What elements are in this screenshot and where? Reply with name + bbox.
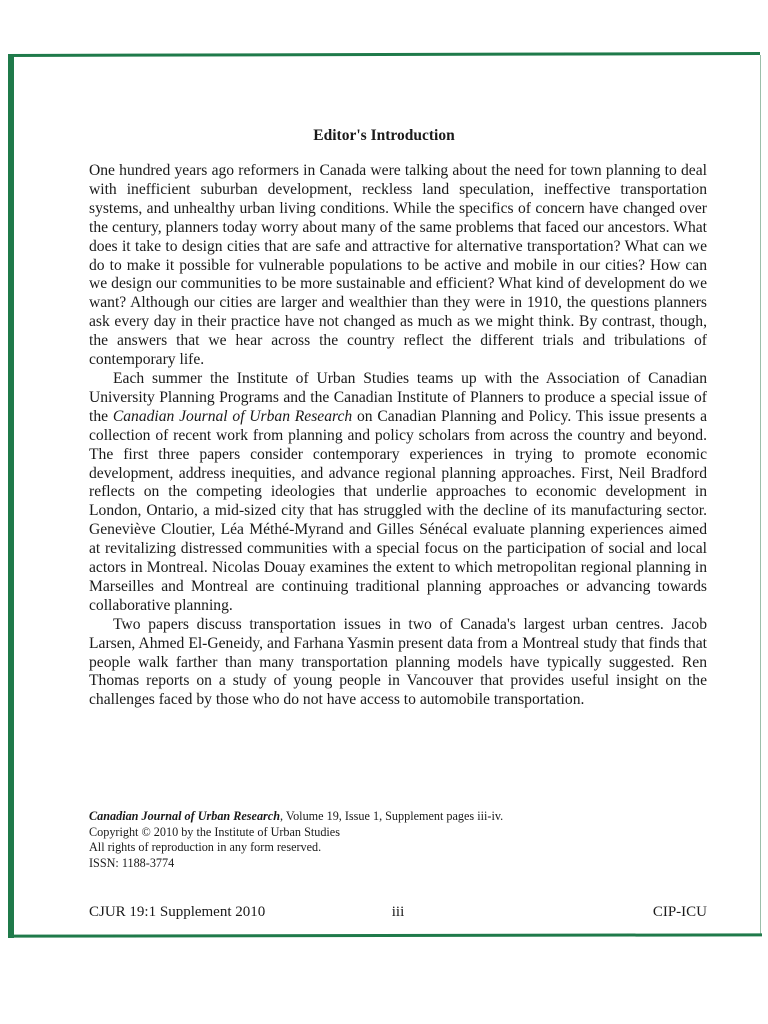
citation-footnote (89, 809, 707, 871)
issn-line: ISSN: 1188-3774 (89, 855, 175, 870)
footnote-citation: , Volume 19, Issue 1, Supplement pages iii-iv. (279, 809, 504, 823)
scan-edge-bottom (8, 933, 762, 937)
rights-line: All rights of reproduction in any form reserved. (89, 840, 322, 854)
copyright-line: Copyright © 2010 by the Institute of Urban Studies (89, 824, 340, 839)
paragraph-2-before: Each summer the Institute of Urban Studies teams up with the Association of Canadian University Planning Programs and the Canadian Institute of Planners to produce a special issue of the (89, 369, 707, 425)
paragraph-2-after: on Canadian Planning and Policy. This issue presents a collection of recent work from planning and policy scholars from across the country and beyond. The first three papers consider contemporary experiences in trying to promote economic development, address inequities, and advance regional planning approaches. First, Neil Bradford reflects on the competing ideologies that underlie approaches to economic development in London, Ontario, a mid-sized city that has struggled with the decline of its manufacturing sector. Geneviève Cloutier, Léa Méthé-Myrand and Gilles Sénécal evaluate planning experiences aimed at revitalizing distressed communities with a special focus on the participation of social and local actors in Montreal. Nicolas Douay examines the extent to which metropolitan regional planning in Marseilles and Montreal are continuing traditional planning approaches or advancing towards collaborative planning. (89, 407, 707, 614)
paragraph-1: One hundred years ago reformers in Canada were talking about the need for town planning to deal with inefficient suburban development, reckless land speculation, ineffective transportation systems, and unhealthy urban living conditions. While the specifics of concern have changed over the century, planners today worry about many of the same problems that faced our ancestors. What does it take to design cities that are safe and attractive for alternative transportation? What can we do to make it possible for vulnerable populations to be active and mobile in our cities? How can we design our communities to be more sustainable and efficient? What kind of development do we want? Although our cities are larger and wealthier than they were in 1910, the questions planners ask every day in their practice have not changed as much as we might think. By contrast, though, the answers that we hear across the country reflect the different trials and tribulations of contemporary life. (89, 162, 707, 369)
footer-journal-issue: CJUR 19:1 Supplement 2010 (89, 904, 266, 920)
paragraph-3: Two papers discuss transportation issues in two of Canada's largest urban centres. Jacob Larsen, Ahmed El-Geneidy, and Farhana Yasmin present data from a Montreal study that finds that people walk farther than many transportation planning models have typically suggested. Ren Thomas reports on a study of young people in Vancouver that provides useful insight on the challenges faced by those who do not have access to automobile transportation. (89, 615, 707, 709)
page-number: iii (391, 904, 405, 920)
page-footer (89, 904, 707, 924)
journal-title-inline: Canadian Journal of Urban Research (112, 407, 353, 425)
scan-edge-right (760, 55, 761, 935)
article-body (89, 162, 707, 710)
scan-edge-top (8, 52, 760, 57)
footer-publisher: CIP-ICU (652, 904, 707, 920)
footnote-journal: Canadian Journal of Urban Research (89, 809, 280, 823)
paragraph-2 (89, 370, 707, 616)
citation-line (89, 809, 707, 825)
page-title: Editor's Introduction (313, 127, 455, 144)
scan-edge-left (8, 56, 14, 938)
